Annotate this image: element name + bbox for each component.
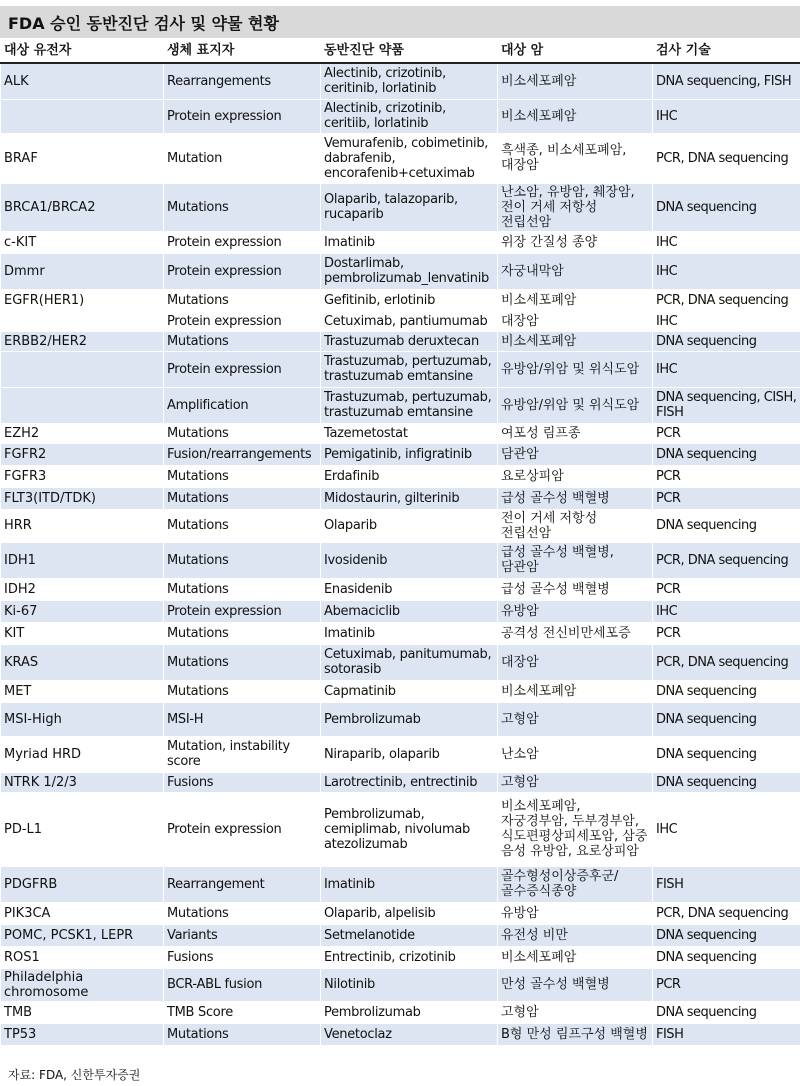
cell-target-gene: IDH2 xyxy=(1,578,164,600)
cell-test-technology: PCR xyxy=(653,423,800,443)
cell-target-cancer: 비소세포폐암, 자궁경부암, 두부경부암, 식도편평상피세포암, 삼중 음성 유방암, 요로상피암 xyxy=(498,792,653,866)
cell-target-cancer: 공격성 전신비만세포증 xyxy=(498,622,653,644)
cell-target-gene: Philadelphia chromosome xyxy=(1,968,164,1001)
cell-drug: Abemaciclib xyxy=(321,600,498,622)
table-row xyxy=(1,387,800,423)
cell-drug: Olaparib, alpelisib xyxy=(321,902,498,924)
cell-target-cancer: 비소세포폐암 xyxy=(498,680,653,702)
cell-test-technology: PCR, DNA sequencing xyxy=(653,644,800,680)
cell-drug: Erdafinib xyxy=(321,465,498,487)
cell-target-cancer: 만성 골수성 백혈병 xyxy=(498,968,653,1001)
cell-target-cancer: 유전성 비만 xyxy=(498,924,653,946)
cell-target-cancer: 급성 골수성 백혈병 xyxy=(498,578,653,600)
cell-test-technology: IHC xyxy=(653,600,800,622)
cell-biomarker: Mutations xyxy=(164,902,321,924)
cell-biomarker: Mutations xyxy=(164,509,321,542)
table-row xyxy=(1,736,800,772)
cell-drug: Alectinib, crizotinib, ceritinib, lorlatinib xyxy=(321,63,498,99)
cell-target-cancer: 유방암 xyxy=(498,902,653,924)
cell-target-gene: ERBB2/HER2 xyxy=(1,331,164,351)
cell-biomarker: BCR-ABL fusion xyxy=(164,968,321,1001)
cell-target-cancer: 유방암/위암 및 위식도암 xyxy=(498,351,653,387)
cell-test-technology: IHC xyxy=(653,231,800,253)
cell-test-technology: PCR, DNA sequencing xyxy=(653,133,800,183)
cell-drug: Nilotinib xyxy=(321,968,498,1001)
cell-target-gene: PD-L1 xyxy=(1,792,164,866)
header-target-gene: 대상 유전자 xyxy=(1,38,164,63)
table-row xyxy=(1,253,800,289)
cell-target-cancer: 비소세포폐암 xyxy=(498,289,653,311)
table-row xyxy=(1,443,800,465)
cell-drug: Alectinib, crizotinib, ceritiib, lorlatinib xyxy=(321,99,498,133)
cell-target-gene xyxy=(1,351,164,387)
cell-test-technology: DNA sequencing xyxy=(653,509,800,542)
cell-drug: Vemurafenib, cobimetinib, dabrafenib, encorafenib+cetuximab xyxy=(321,133,498,183)
cell-biomarker: Fusions xyxy=(164,946,321,968)
cell-target-gene xyxy=(1,387,164,423)
cell-target-gene: FLT3(ITD/TDK) xyxy=(1,487,164,509)
table-header-row xyxy=(1,38,800,63)
table-row xyxy=(1,622,800,644)
cell-biomarker: Protein expression xyxy=(164,351,321,387)
cell-test-technology: PCR xyxy=(653,487,800,509)
cell-target-gene: TP53 xyxy=(1,1023,164,1045)
cell-target-gene: Dmmr xyxy=(1,253,164,289)
cell-target-gene: EZH2 xyxy=(1,423,164,443)
cell-drug: Pemigatinib, infigratinib xyxy=(321,443,498,465)
cell-test-technology: DNA sequencing xyxy=(653,680,800,702)
cell-target-gene: MET xyxy=(1,680,164,702)
table-row xyxy=(1,509,800,542)
table-row xyxy=(1,968,800,1001)
cell-target-cancer: 흑색종, 비소세포폐암, 대장암 xyxy=(498,133,653,183)
cell-target-cancer: 고형암 xyxy=(498,1001,653,1023)
table-row xyxy=(1,1023,800,1045)
table-title: FDA 승인 동반진단 검사 및 약물 현황 xyxy=(8,14,279,33)
table-row xyxy=(1,578,800,600)
cell-target-gene: Myriad HRD xyxy=(1,736,164,772)
cell-target-cancer: 고형암 xyxy=(498,772,653,792)
cell-test-technology: FISH xyxy=(653,866,800,902)
cell-target-cancer: 급성 골수성 백혈병 xyxy=(498,487,653,509)
cell-target-gene: BRCA1/BRCA2 xyxy=(1,183,164,231)
cell-test-technology: PCR xyxy=(653,622,800,644)
cell-target-cancer: 비소세포폐암 xyxy=(498,331,653,351)
cell-biomarker: Fusions xyxy=(164,772,321,792)
table-row xyxy=(1,1001,800,1023)
cell-target-cancer: 대장암 xyxy=(498,644,653,680)
table-row xyxy=(1,487,800,509)
cell-target-gene: FGFR2 xyxy=(1,443,164,465)
cell-drug: Pembrolizumab xyxy=(321,702,498,736)
cell-drug: Imatinib xyxy=(321,622,498,644)
table-row xyxy=(1,644,800,680)
table-row xyxy=(1,183,800,231)
cell-biomarker: Protein expression xyxy=(164,792,321,866)
cell-drug: Enasidenib xyxy=(321,578,498,600)
cell-drug: Venetoclaz xyxy=(321,1023,498,1045)
cell-test-technology: PCR, DNA sequencing xyxy=(653,289,800,311)
table-row xyxy=(1,866,800,902)
cell-biomarker: Mutations xyxy=(164,423,321,443)
cell-drug: Olaparib, talazoparib, rucaparib xyxy=(321,183,498,231)
source-note: 자료: FDA, 신한투자증권 xyxy=(8,1068,141,1082)
cell-drug: Niraparib, olaparib xyxy=(321,736,498,772)
cell-test-technology: IHC xyxy=(653,253,800,289)
cell-test-technology: IHC xyxy=(653,311,800,331)
cell-biomarker: Mutations xyxy=(164,622,321,644)
cell-drug: Tazemetostat xyxy=(321,423,498,443)
cell-test-technology: DNA sequencing xyxy=(653,331,800,351)
cell-biomarker: Protein expression xyxy=(164,600,321,622)
cell-target-gene: Ki-67 xyxy=(1,600,164,622)
cell-test-technology: IHC xyxy=(653,99,800,133)
table-row xyxy=(1,946,800,968)
cell-biomarker: Mutations xyxy=(164,289,321,311)
cell-biomarker: Mutations xyxy=(164,644,321,680)
cell-test-technology: DNA sequencing xyxy=(653,924,800,946)
cell-drug: Capmatinib xyxy=(321,680,498,702)
table-row xyxy=(1,924,800,946)
cell-target-gene: PDGFRB xyxy=(1,866,164,902)
companion-diagnostics-table xyxy=(0,38,800,1046)
cell-biomarker: Protein expression xyxy=(164,253,321,289)
table-row xyxy=(1,99,800,133)
cell-test-technology: PCR, DNA sequencing xyxy=(653,542,800,578)
cell-target-cancer: 여포성 림프종 xyxy=(498,423,653,443)
table-title-bar xyxy=(0,6,800,38)
cell-target-gene: POMC, PCSK1, LEPR xyxy=(1,924,164,946)
cell-biomarker: Mutation, instability score xyxy=(164,736,321,772)
cell-target-gene: EGFR(HER1) xyxy=(1,289,164,311)
cell-biomarker: MSI-H xyxy=(164,702,321,736)
table-row xyxy=(1,600,800,622)
cell-test-technology: DNA sequencing xyxy=(653,946,800,968)
cell-biomarker: Protein expression xyxy=(164,311,321,331)
cell-drug: Dostarlimab, pembrolizumab_lenvatinib xyxy=(321,253,498,289)
cell-target-cancer: 전이 거세 저항성 전립선암 xyxy=(498,509,653,542)
table-row xyxy=(1,351,800,387)
cell-target-cancer: 난소암 xyxy=(498,736,653,772)
table-row xyxy=(1,902,800,924)
cell-biomarker: Mutations xyxy=(164,465,321,487)
cell-drug: Trastuzumab, pertuzumab, trastuzumab emtansine xyxy=(321,351,498,387)
cell-target-gene: MSI-High xyxy=(1,702,164,736)
cell-biomarker: Mutation xyxy=(164,133,321,183)
table-row xyxy=(1,133,800,183)
cell-test-technology: DNA sequencing, CISH, FISH xyxy=(653,387,800,423)
cell-target-gene: FGFR3 xyxy=(1,465,164,487)
cell-drug: Trastuzumab, pertuzumab, trastuzumab emtansine xyxy=(321,387,498,423)
cell-test-technology: DNA sequencing xyxy=(653,183,800,231)
cell-test-technology: FISH xyxy=(653,1023,800,1045)
cell-biomarker: Mutations xyxy=(164,1023,321,1045)
cell-drug: Trastuzumab deruxtecan xyxy=(321,331,498,351)
cell-biomarker: Amplification xyxy=(164,387,321,423)
cell-drug: Gefitinib, erlotinib xyxy=(321,289,498,311)
cell-target-gene: KIT xyxy=(1,622,164,644)
cell-drug: Imatinib xyxy=(321,866,498,902)
table-row xyxy=(1,465,800,487)
table-row xyxy=(1,542,800,578)
cell-biomarker: Rearrangements xyxy=(164,63,321,99)
cell-target-cancer: 고형암 xyxy=(498,702,653,736)
cell-biomarker: Mutations xyxy=(164,331,321,351)
cell-drug: Imatinib xyxy=(321,231,498,253)
cell-biomarker: Rearrangement xyxy=(164,866,321,902)
header-target-cancer: 대상 암 xyxy=(498,38,653,63)
cell-biomarker: Mutations xyxy=(164,542,321,578)
cell-biomarker: Mutations xyxy=(164,487,321,509)
cell-drug: Entrectinib, crizotinib xyxy=(321,946,498,968)
cell-target-cancer: 골수형성이상증후군/골수증식종양 xyxy=(498,866,653,902)
cell-biomarker: Mutations xyxy=(164,578,321,600)
cell-target-cancer: 요로상피암 xyxy=(498,465,653,487)
cell-drug: Setmelanotide xyxy=(321,924,498,946)
cell-biomarker: TMB Score xyxy=(164,1001,321,1023)
cell-drug: Cetuximab, panitumumab, sotorasib xyxy=(321,644,498,680)
cell-drug: Cetuximab, pantiumumab xyxy=(321,311,498,331)
cell-drug: Pembrolizumab xyxy=(321,1001,498,1023)
cell-target-gene: HRR xyxy=(1,509,164,542)
cell-target-gene: c-KIT xyxy=(1,231,164,253)
cell-target-cancer: 담관암 xyxy=(498,443,653,465)
cell-drug: Larotrectinib, entrectinib xyxy=(321,772,498,792)
cell-target-cancer: 난소암, 유방암, 췌장암, 전이 거세 저항성 전립선암 xyxy=(498,183,653,231)
cell-test-technology: DNA sequencing xyxy=(653,702,800,736)
cell-target-gene: BRAF xyxy=(1,133,164,183)
table-row xyxy=(1,231,800,253)
cell-target-cancer: 급성 골수성 백혈병, 담관암 xyxy=(498,542,653,578)
cell-target-gene: PIK3CA xyxy=(1,902,164,924)
header-test-technology: 검사 기술 xyxy=(653,38,800,63)
cell-test-technology: PCR, DNA sequencing xyxy=(653,902,800,924)
cell-target-cancer: 유방암 xyxy=(498,600,653,622)
cell-test-technology: DNA sequencing xyxy=(653,443,800,465)
cell-drug: Midostaurin, gilterinib xyxy=(321,487,498,509)
cell-biomarker: Variants xyxy=(164,924,321,946)
cell-drug: Olaparib xyxy=(321,509,498,542)
cell-target-cancer: 유방암/위암 및 위식도암 xyxy=(498,387,653,423)
table-row xyxy=(1,63,800,99)
cell-biomarker: Mutations xyxy=(164,680,321,702)
cell-test-technology: PCR xyxy=(653,465,800,487)
header-drug: 동반진단 약품 xyxy=(321,38,498,63)
cell-target-gene: KRAS xyxy=(1,644,164,680)
cell-target-gene xyxy=(1,311,164,331)
table-row xyxy=(1,331,800,351)
table-row xyxy=(1,792,800,866)
table-row xyxy=(1,289,800,311)
table-body xyxy=(1,63,800,1045)
cell-test-technology: DNA sequencing xyxy=(653,1001,800,1023)
cell-drug: Ivosidenib xyxy=(321,542,498,578)
table-row xyxy=(1,702,800,736)
cell-target-cancer: 위장 간질성 종양 xyxy=(498,231,653,253)
cell-test-technology: PCR xyxy=(653,968,800,1001)
cell-target-gene: NTRK 1/2/3 xyxy=(1,772,164,792)
cell-target-cancer: 비소세포폐암 xyxy=(498,63,653,99)
cell-biomarker: Mutations xyxy=(164,183,321,231)
cell-test-technology: DNA sequencing xyxy=(653,772,800,792)
cell-target-gene: TMB xyxy=(1,1001,164,1023)
cell-target-cancer: 대장암 xyxy=(498,311,653,331)
header-biomarker: 생체 표지자 xyxy=(164,38,321,63)
cell-biomarker: Protein expression xyxy=(164,231,321,253)
cell-test-technology: PCR xyxy=(653,578,800,600)
cell-target-cancer: 비소세포폐암 xyxy=(498,99,653,133)
table-row xyxy=(1,311,800,331)
cell-test-technology: DNA sequencing, FISH xyxy=(653,63,800,99)
cell-target-gene: ALK xyxy=(1,63,164,99)
cell-target-gene: IDH1 xyxy=(1,542,164,578)
table-row xyxy=(1,772,800,792)
cell-test-technology: DNA sequencing xyxy=(653,736,800,772)
cell-target-gene: ROS1 xyxy=(1,946,164,968)
cell-biomarker: Protein expression xyxy=(164,99,321,133)
cell-test-technology: IHC xyxy=(653,792,800,866)
cell-target-cancer: 비소세포폐암 xyxy=(498,946,653,968)
cell-drug: Pembrolizumab, cemiplimab, nivolumab atezolizumab xyxy=(321,792,498,866)
cell-target-cancer: B형 만성 림프구성 백혈병 xyxy=(498,1023,653,1045)
table-row xyxy=(1,680,800,702)
table-row xyxy=(1,423,800,443)
cell-target-gene xyxy=(1,99,164,133)
cell-biomarker: Fusion/rearrangements xyxy=(164,443,321,465)
cell-target-cancer: 자궁내막암 xyxy=(498,253,653,289)
cell-test-technology: IHC xyxy=(653,351,800,387)
